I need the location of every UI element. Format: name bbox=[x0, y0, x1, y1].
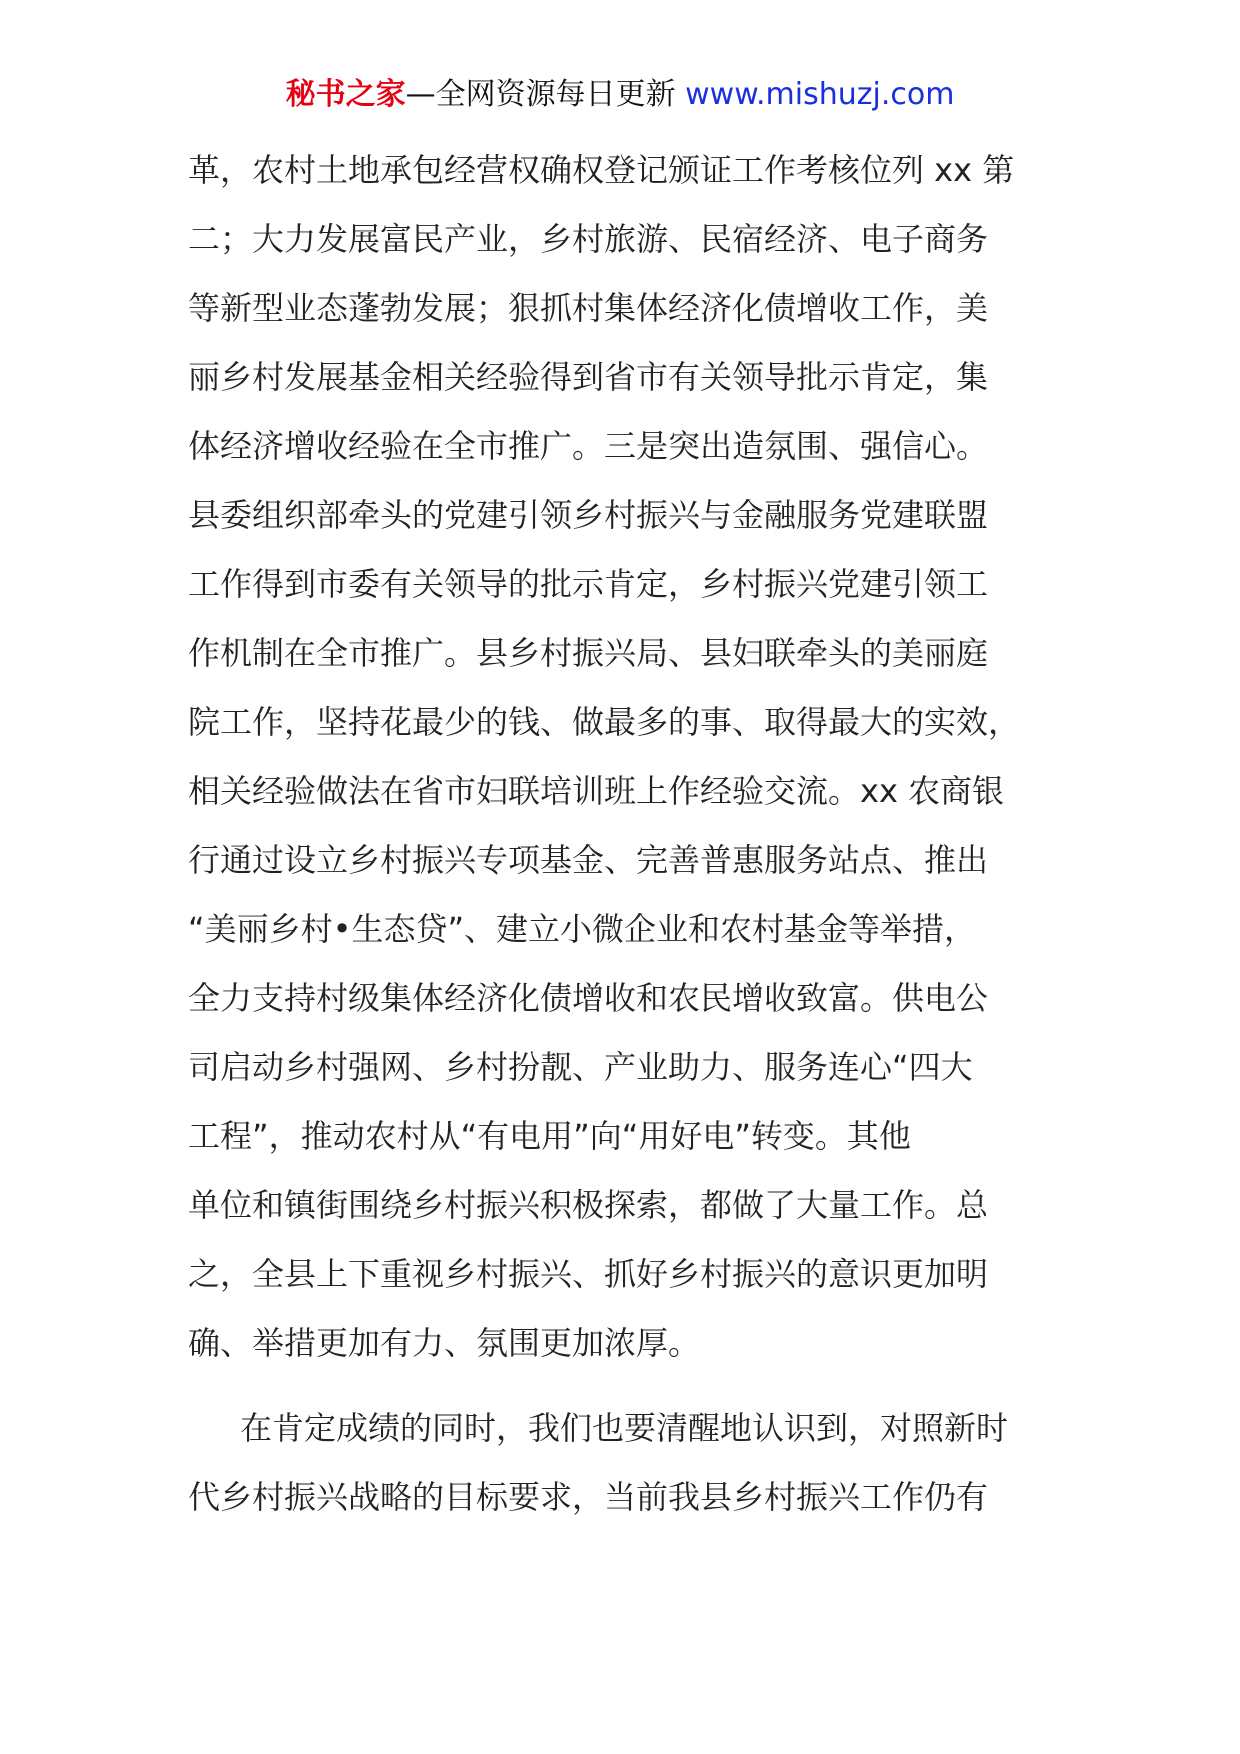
header-url-link[interactable]: www.mishuzj.com bbox=[685, 77, 955, 112]
text-line: “美丽乡村•生态贷”、建立小微企业和农村基金等举措， bbox=[188, 910, 977, 948]
paragraph-1 bbox=[188, 136, 1056, 1378]
text-line: 工程”，推动农村从“有电用”向“用好电”转变。其他 bbox=[188, 1117, 911, 1155]
text-line: 丽乡村发展基金相关经验得到省市有关领导批示肯定，集 bbox=[188, 358, 989, 396]
text-line: 等新型业态蓬勃发展；狠抓村集体经济化债增收工作，美 bbox=[188, 289, 989, 327]
page-header bbox=[0, 70, 1240, 120]
text-line: 代乡村振兴战略的目标要求，当前我县乡村振兴工作仍有 bbox=[188, 1478, 989, 1516]
paragraph-gap bbox=[188, 1378, 1056, 1394]
header-slogan: —全网资源每日更新 bbox=[405, 77, 676, 112]
text-line: 司启动乡村强网、乡村扮靓、产业助力、服务连心“四大 bbox=[188, 1048, 973, 1086]
text-line: 院工作，坚持花最少的钱、做最多的事、取得最大的实效， bbox=[188, 703, 1021, 741]
text-line: 二；大力发展富民产业，乡村旅游、民宿经济、电子商务 bbox=[188, 220, 989, 258]
text-line: 工作得到市委有关领导的批示肯定，乡村振兴党建引领工 bbox=[188, 565, 989, 603]
text-line: 全力支持村级集体经济化债增收和农民增收致富。供电公 bbox=[188, 979, 989, 1017]
text-line: 作机制在全市推广。县乡村振兴局、县妇联牵头的美丽庭 bbox=[188, 634, 989, 672]
text-line: 体经济增收经验在全市推广。三是突出造氛围、强信心。 bbox=[188, 427, 989, 465]
document-body bbox=[188, 136, 1056, 1532]
text-line: 相关经验做法在省市妇联培训班上作经验交流。xx 农商银 bbox=[188, 772, 1005, 810]
text-line: 革，农村土地承包经营权确权登记颁证工作考核位列 xx 第 bbox=[188, 151, 1015, 189]
text-line: 县委组织部牵头的党建引领乡村振兴与金融服务党建联盟 bbox=[188, 496, 989, 534]
paragraph-2 bbox=[188, 1394, 1056, 1532]
text-line: 确、举措更加有力、氛围更加浓厚。 bbox=[188, 1324, 701, 1362]
text-line: 在肯定成绩的同时，我们也要清醒地认识到，对照新时 bbox=[240, 1409, 1009, 1447]
text-line: 行通过设立乡村振兴专项基金、完善普惠服务站点、推出 bbox=[188, 841, 989, 879]
header-brand: 秘书之家 bbox=[285, 77, 406, 112]
text-line: 之，全县上下重视乡村振兴、抓好乡村振兴的意识更加明 bbox=[188, 1255, 989, 1293]
text-line: 单位和镇街围绕乡村振兴积极探索，都做了大量工作。总 bbox=[188, 1186, 989, 1224]
